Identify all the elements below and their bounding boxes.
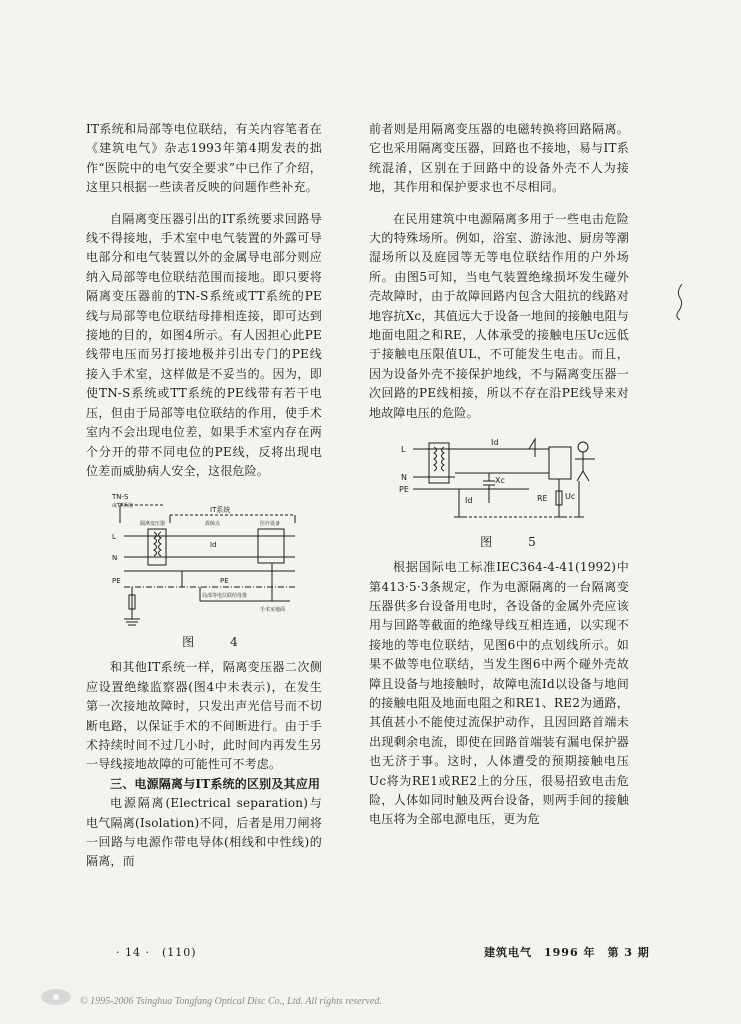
fig4-equip-label: 医疗设备 (260, 521, 281, 528)
journal-footer: 建筑电气 1996 年 第 3 期 (484, 946, 650, 959)
fig4-l-label: L (112, 533, 116, 542)
fig4-id-label: Id (210, 541, 217, 550)
left-paragraph-3: 和其他IT系统一样，隔离变压器二次侧应设置绝缘监察器(图4中未表示)，在发生第一次接地故障时，只发出声光信号而不切断电路，以保证手术的不间断进行。由于手术持续时间不过几小时，此时间内再发生另一导线接地故障的可能性可不考虑。 (86, 660, 322, 772)
left-paragraph-4: 电源隔离(Electrical separation)与电气隔离(Isolation)不同，后者是用刀闸将一回路与电源作带电导体(相线和中性线)的隔离，而 (86, 796, 322, 869)
fig4-transformer-label: 隔离变压器 (140, 521, 166, 528)
figure-5 (399, 433, 629, 550)
left-column (86, 120, 322, 872)
page-number: · 14 · (110) (116, 946, 197, 959)
fig5-id-top-label: Id (491, 438, 499, 448)
right-column (369, 120, 629, 830)
figure-5-diagram (399, 433, 599, 531)
fig4-tns-sub-label: 或TT系统 (112, 503, 134, 510)
right-paragraph-3: 根据国际电工标准IEC364-4-41(1992)中第413·5·3条规定，作为电源隔离的一台隔离变压器供多台设备用电时，各设备的金属外壳应该用与回路等截面的绝缘导线互相连通，以实现不接地的等电位联结，见图6中的点划线所示。如果不做等电位联结，当发生图6中两个碰外壳故障且设备与地接触时，故障电流Id以设备与地间的接触电阻及地面电阻之和RE1、RE2为通路，其值甚小不能使过流保护动作，且因回路首端未出现剩余电流，即使在回路首端装有漏电保护器也无济于事。这时，人体遭受的预期接触电压Uc将为RE1或RE2上的分压，很易招致电击危险，人体如同时触及两台设备，则两手间的接触电压将为全部电源电压，更为危 (369, 560, 629, 827)
left-heading-3: 三、电源隔离与IT系统的区别及其应用 (110, 776, 321, 791)
fig4-n-label: N (112, 554, 118, 563)
cd-logo-icon (40, 988, 72, 1006)
figure-4 (110, 491, 322, 650)
fig4-pe-label: PE (112, 577, 121, 586)
right-paragraph-1: 前者则是用隔离变压器的电磁转换将回路隔离。它也采用隔离变压器，回路也不接地，易与IT系统混淆，区别在于回路中的设备外壳不人为接地，其作用和保护要求也不尽相同。 (369, 122, 629, 195)
fig5-xc-label: Xc (495, 476, 505, 486)
figure-5-caption: 图 5 (480, 535, 548, 550)
fig5-l-label: L (401, 445, 406, 455)
fig4-fault-label: 故障点 (205, 521, 221, 528)
fig4-it-label: IT系统 (210, 506, 231, 515)
fig4-tns-label: TN-S (112, 493, 129, 502)
right-paragraph-2: 在民用建筑中电源隔离多用于一些电击危险大的特殊场所。例如，浴室、游泳池、厨房等潮湿场所以及庭园等无等电位联结作用的户外场所。由图5可知，当电气装置绝缘损坏发生碰外壳故障时，由于故障回路内包含大阻抗的线路对地容抗Xc，其值远大于设备一地间的接触电阻与地面电阻之和RE，人体承受的接触电压Uc远低于接触电压限值UL，不可能发生电击。而且，因为设备外壳不接保护地线，不与隔离变压器一次回路的PE线相接，所以不存在沿PE线导来对地故障电压的危险。 (369, 211, 629, 420)
fig4-floor-label: 手术室地面 (260, 607, 286, 614)
fig5-uc-label: Uc (565, 492, 576, 502)
fig5-n-label: N (401, 473, 407, 483)
fig4-pe-mid-label: PE (220, 577, 229, 586)
left-paragraph-1: IT系统和局部等电位联结，有关内容笔者在《建筑电气》杂志1993年第4期发表的拙作“医院中的电气安全要求”中已作了介绍，这里只根据一些读者反映的问题作些补充。 (86, 122, 322, 195)
fig5-pe-label: PE (399, 485, 409, 495)
left-paragraph-2: 自隔离变压器引出的IT系统要求回路导线不得接地，手术室中电气装置的外露可导电部分和电气装置以外的金属导电部分则应纳入局部等电位联结范围而接地。即只要将隔离变压器前的TN-S系统或TT系统的PE线与局部等电位联结母排相连接，即可达到接地的目的，如图4所示。有人因担心此PE线带电压而另打接地极并引出专门的PE线接入手术室，这样做是不妥当的。因为，即使TN-S系统或TT系统的PE线带有若干电压，但由于局部等电位联结的作用，使手术室内不会出现电位差，如果手术室内存在两个分开的带不同电位的PE线，反将出现电位差而威胁病人安全，这很危险。 (86, 211, 322, 478)
fig4-bus-label: 局部等电位联结母排 (202, 593, 248, 600)
fig5-re-label: RE (537, 494, 548, 504)
figure-4-caption: 图 4 (182, 635, 250, 650)
fig5-id-bottom-label: Id (465, 496, 473, 506)
margin-scribble (672, 282, 688, 322)
copyright-notice: © 1995-2006 Tsinghua Tongfang Optical Disc Co., Ltd. All rights reserved. (80, 996, 382, 1007)
figure-4-diagram (110, 491, 310, 631)
